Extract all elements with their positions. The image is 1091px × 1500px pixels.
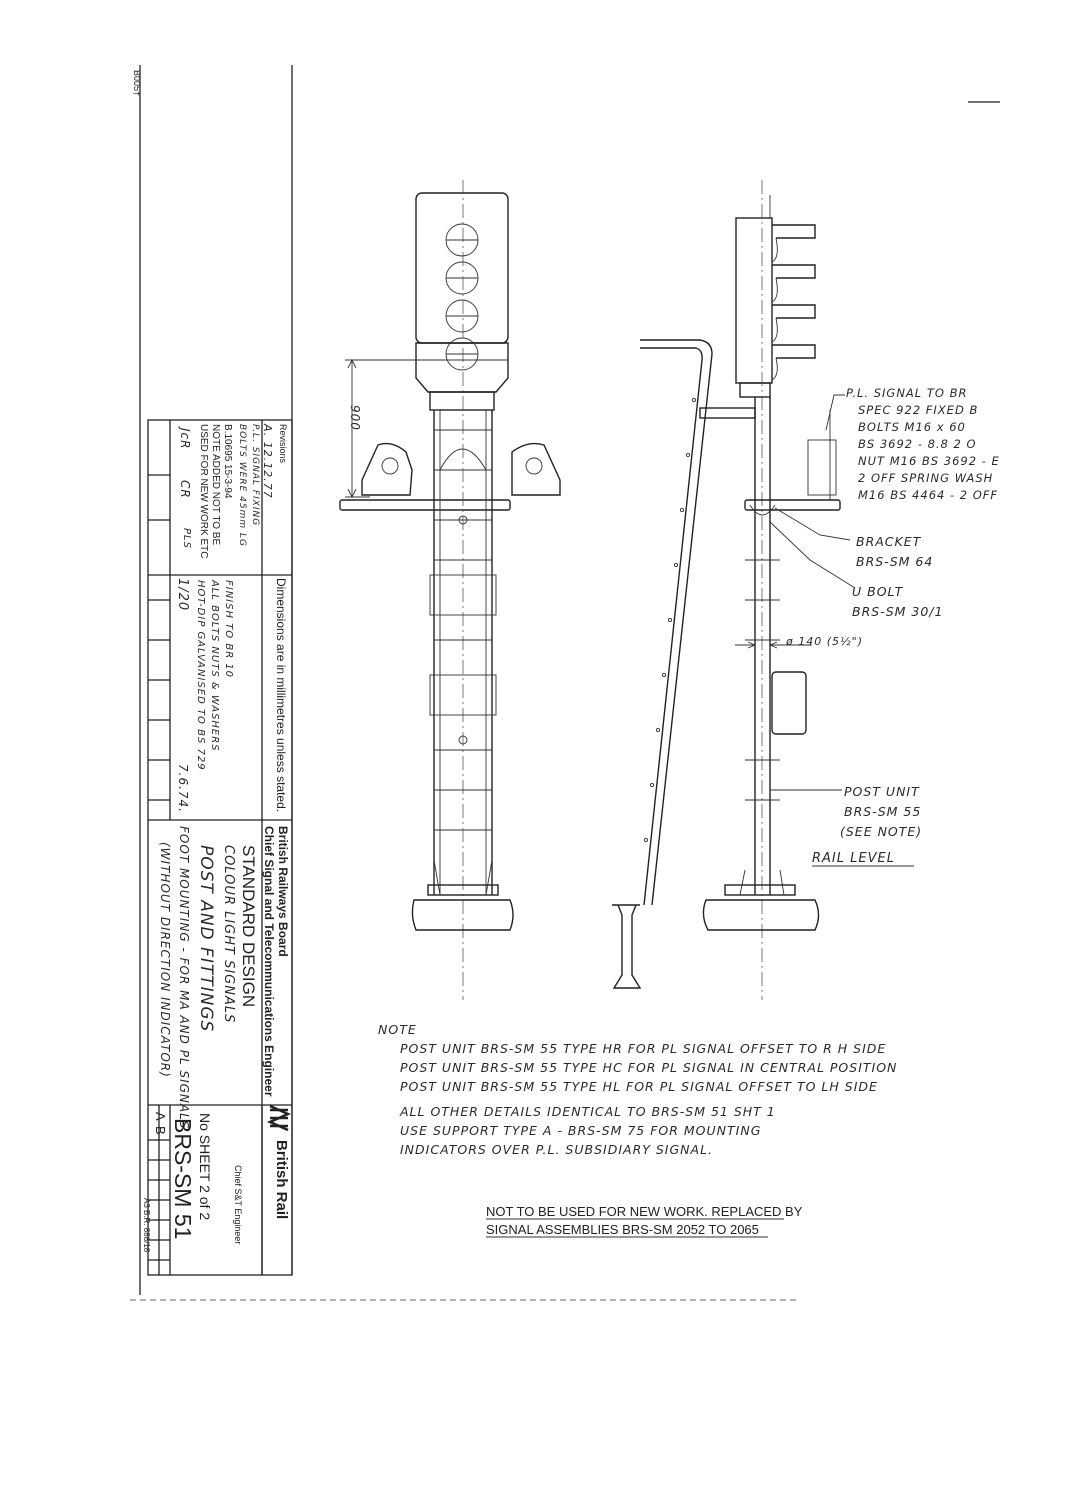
form-ref: A3 B.R. 888/18: [142, 1198, 151, 1253]
revisions-label: Revisions: [278, 424, 288, 464]
pl-signal-line-5: NUT M16 BS 3692 - E: [858, 454, 1000, 468]
design-type-label: STANDARD DESIGN: [239, 845, 258, 1008]
post-unit-line-2: BRS-SM 55: [844, 804, 922, 819]
drawing-number: BRS-SM 51: [170, 1118, 196, 1240]
stamp-line-2: SIGNAL ASSEMBLIES BRS-SM 2052 TO 2065: [486, 1222, 759, 1237]
post-unit-line-1: POST UNIT: [844, 784, 920, 799]
approved-role-label: Chief S&T Engineer: [233, 1165, 243, 1245]
ubolt-line-2: BRS-SM 30/1: [852, 604, 944, 619]
rev-letter-b: B: [153, 1126, 168, 1135]
drawing-subtitle-note: (WITHOUT DIRECTION INDICATOR): [158, 842, 172, 1078]
revision-b-line-1: B.10695 15-3-94: [222, 424, 233, 499]
brand-label: British Rail: [273, 1140, 290, 1220]
bracket-line-2: BRS-SM 64: [856, 554, 934, 569]
pl-signal-line-6: 2 OFF SPRING WASH: [858, 471, 994, 485]
post-unit-line-3: (SEE NOTE): [840, 824, 923, 839]
pl-signal-callout: [846, 385, 1000, 504]
pl-signal-line-2: SPEC 922 FIXED B: [858, 403, 979, 417]
bracket-line-1: BRACKET: [856, 534, 922, 549]
british-rail-logo-icon: [270, 1106, 288, 1130]
note-line-5: USE SUPPORT TYPE A - BRS-SM 75 FOR MOUNTING: [400, 1123, 762, 1138]
ubolt-line-1: U BOLT: [852, 584, 904, 599]
note-line-2: POST UNIT BRS-SM 55 TYPE HC FOR PL SIGNAL IN CENTRAL POSITION: [400, 1060, 898, 1075]
rail-level-label: RAIL LEVEL: [812, 851, 895, 866]
post-unit-callout: [840, 782, 923, 842]
notes-block: [378, 1020, 897, 1159]
drawing-title: POST AND FITTINGS: [196, 845, 216, 1033]
dimension-900: 900: [348, 405, 362, 431]
scale-label: 1/20: [175, 578, 190, 612]
revision-a-line-3: BOLTS WERE 45mm LG: [237, 424, 247, 547]
organisation-label: British Railways Board: [276, 826, 290, 957]
revision-a-line-1: A. 12.12.77: [261, 424, 274, 499]
finish-note-1: FINISH TO BR 10: [223, 580, 234, 679]
initials-1: JcR: [178, 428, 192, 450]
subject-label: COLOUR LIGHT SIGNALS: [221, 845, 236, 1024]
drawing-subtitle: FOOT MOUNTING - FOR MA AND PL SIGNALS: [177, 826, 191, 1130]
note-line-1: POST UNIT BRS-SM 55 TYPE HR FOR PL SIGNAL OFFSET TO R H SIDE: [400, 1041, 887, 1056]
pl-signal-line-3: BOLTS M16 x 60: [858, 420, 966, 434]
dimensions-note: Dimensions are in millimetres unless stated.: [274, 578, 288, 813]
revision-b-line-2: NOTE ADDED NOT TO BE: [210, 424, 221, 546]
initials-2: CR: [178, 480, 192, 499]
revision-b-line-3: USED FOR NEW WORK ETC: [198, 424, 209, 559]
pl-signal-line-4: BS 3692 - 8.8 2 O: [858, 437, 977, 451]
note-line-3: POST UNIT BRS-SM 55 TYPE HL FOR PL SIGNAL OFFSET TO LH SIDE: [400, 1079, 878, 1094]
initials-3: PLS: [181, 528, 192, 549]
finish-note-3: HOT-DIP GALVANISED TO BS 729: [195, 580, 206, 771]
engineer-role-label: Chief Signal and Telecommunications Engineer: [262, 826, 276, 1097]
superseded-stamp: [486, 1203, 802, 1239]
front-view-drawing: [340, 180, 560, 1000]
bracket-callout: [856, 532, 933, 572]
ladder-drawing: [612, 340, 712, 988]
sheet-code-top: B005†: [132, 70, 142, 97]
pl-signal-line-7: M16 BS 4464 - 2 OFF: [858, 488, 999, 502]
finish-note-2: ALL BOLTS NUTS & WASHERS: [209, 580, 220, 752]
pl-signal-line-1: P.L. SIGNAL TO BR: [846, 386, 968, 400]
revision-a-line-2: P.L. SIGNAL FIXING: [250, 424, 260, 527]
rev-letter-a: A: [153, 1112, 168, 1121]
note-line-4: ALL OTHER DETAILS IDENTICAL TO BRS-SM 51 SHT 1: [400, 1104, 776, 1119]
diameter-label: ø 140 (5½"): [786, 635, 864, 648]
sheet-label: No SHEET 2 of 2: [197, 1113, 213, 1221]
ubolt-callout: [852, 582, 943, 622]
stamp-line-1: NOT TO BE USED FOR NEW WORK. REPLACED BY: [486, 1204, 803, 1219]
date-label: 7.6.74.: [176, 764, 190, 813]
note-line-6: INDICATORS OVER P.L. SUBSIDIARY SIGNAL.: [400, 1142, 714, 1157]
notes-heading: NOTE: [378, 1022, 417, 1037]
